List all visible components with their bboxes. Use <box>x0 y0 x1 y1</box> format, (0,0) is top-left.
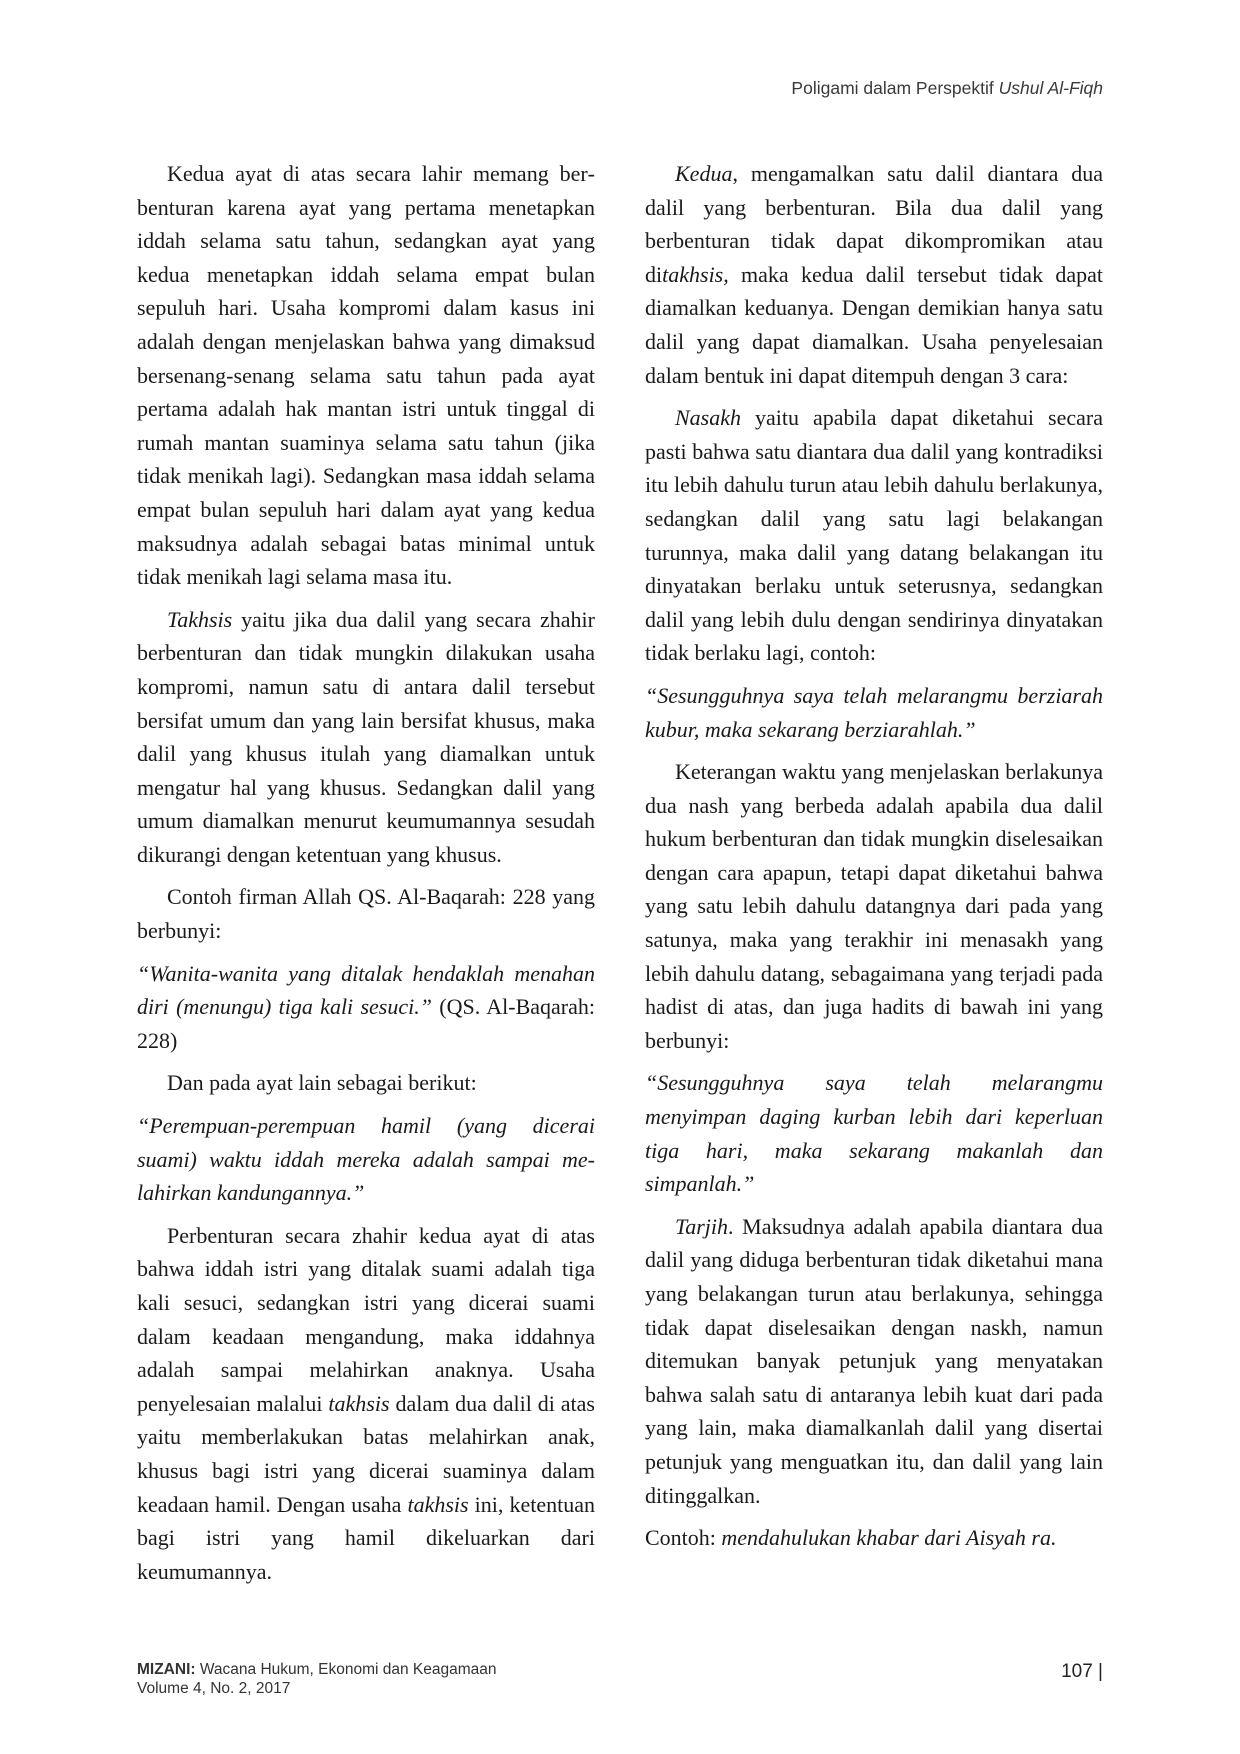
block-quote: “Sesungguhnya saya telah melarangmu berziarah kubur, maka sekarang berziarahlah.” <box>645 682 1103 742</box>
journal-footer <box>137 1660 497 1698</box>
example-italic: mendahulukan khabar dari Aisyah ra. <box>721 1525 1057 1551</box>
term-tarjih: Tarjih <box>675 1213 729 1239</box>
paragraph: Kedua ayat di atas secara lahir memang berbenturan karena ayat yang pertama menetapkan iddah selama satu tahun, sedangkan ayat yang kedua menetapkan iddah selama empat bulan sepuluh hari. Usaha kompromi dalam kasus ini adalah dengan menjelaskan bahwa yang dimaksud bersenang-senang selama satu tahun pada ayat pertama adalah hak mantan istri untuk tinggal di rumah mantan suaminya selama satu tahun (jika tidak menikah lagi). Sedangkan masa iddah selama empat bulan sepuluh hari dalam ayat yang kedua maksudnya adalah sebagai batas minimal untuk tidak menikah lagi selama masa itu. <box>137 161 595 590</box>
running-header <box>791 78 1103 99</box>
paragraph: Takhsis yaitu jika dua dalil yang secara zhahir berbenturan dan tidak mungkin dilakukan usaha kompromi, namun satu di antara dalil tersebut bersifat umum dan yang lain bersifat khusus, maka dalil yang khusus itulah yang diamalkan untuk mengatur hal yang khusus. Sedangkan dalil yang umum diamalkan menurut keumumannya sesudah dikurangi dengan ketentuan yang khusus. <box>137 606 595 867</box>
term-takhsis: takhsis <box>328 1390 390 1416</box>
term-kedua: Kedua <box>675 161 733 186</box>
paragraph: Dan pada ayat lain sebagai berikut: <box>167 1070 477 1096</box>
running-title-roman: Poligami dalam Perspektif <box>791 78 994 98</box>
paragraph: Contoh: mendahulukan khabar dari Aisyah ra. <box>645 1525 1057 1551</box>
paragraph: Keterangan waktu yang menjelaskan berlakunya dua nash yang berbeda adalah apabila dua dalil hukum berbenturan dan tidak mungkin diselesaikan dengan cara apapun, tetapi dapat diketahui bahwa yang satu lebih dahulu datangnya dari pada yang satunya, maka yang terakhir ini menasakh yang lebih dahulu datang, sebagaimana yang terjadi pada hadist di atas, dan juga hadits di bawah ini yang berbunyi: <box>645 759 1103 1053</box>
term-nasakh: Nasakh <box>675 405 741 431</box>
running-title-italic: Ushul Al-Fiqh <box>998 78 1103 98</box>
block-quote: “Perempuan-perempuan hamil (yang dicerai suami) waktu iddah mereka adalah sampai melahirkan kandungannya.” <box>137 1113 595 1206</box>
quote-reference: (QS. Al-Baqarah: 228) <box>137 994 595 1053</box>
term-takhsis: takhsis <box>407 1491 469 1517</box>
journal-volume: Volume 4, No. 2, 2017 <box>137 1680 291 1697</box>
journal-brand: MIZANI: <box>137 1661 196 1678</box>
paragraph: Nasakh yaitu apabila dapat diketahui secara pasti bahwa satu diantara dua dalil yang kontradiksi itu lebih dahulu turun atau lebih dahulu berlakunya, sedangkan dalil yang satu lagi belakangan turunnya, maka dalil yang datang belakangan itu dinyatakan berlaku untuk seterusnya, sedangkan dalil yang lebih dulu dengan sendirinya dinyatakan tidak berlaku lagi, contoh: <box>645 405 1103 666</box>
page-number: 107 | <box>1061 1661 1103 1682</box>
paragraph: Contoh firman Allah QS. Al-Baqarah: 228 yang berbunyi: <box>137 884 595 944</box>
journal-title <box>137 1660 497 1679</box>
term-takhsis: takhsis, <box>662 261 729 287</box>
right-column <box>645 157 1103 1564</box>
block-quote: “Wanita-wanita yang ditalak hendaklah menahan diri (menungu) tiga kali sesuci.” (QS. Al-Baqarah: 228) <box>137 960 595 1053</box>
paragraph: Perbenturan secara zhahir kedua ayat di atas bahwa iddah istri yang ditalak suami adalah tiga kali sesuci, sedangkan istri yang dicerai suami dalam keadaan mengandung, maka iddahnya adalah sampai melahirkan anaknya. Usaha penyelesaian malalui takhsis dalam dua dalil di atas yaitu memberlakukan batas melahirkan anak, khusus bagi istri yang dicerai suaminya dalam keadaan hamil. Dengan usaha takhsis ini, ketentuan bagi istri yang hamil dikeluarkan dari keumumannya. <box>137 1222 596 1584</box>
journal-subtitle: Wacana Hukum, Ekonomi dan Keagamaan <box>195 1661 497 1678</box>
paragraph: Tarjih. Maksudnya adalah apabila diantara dua dalil yang diduga berbenturan tidak diketahui mana yang belakangan turun atau berlakunya, sehingga tidak dapat diselesaikan dengan naskh, namun ditemukan banyak petunjuk yang menyatakan bahwa salah satu di antaranya lebih kuat dari pada yang lain, maka diamalkanlah dalil yang disertai petunjuk yang menguatkan itu, dan dalil yang lain ditinggalkan. <box>645 1213 1103 1508</box>
block-quote: “Sesungguhnya saya telah melarangmu menyimpan daging kurban lebih dari keperluan tiga hari, maka sekarang makanlah dan simpanlah.” <box>645 1070 1103 1197</box>
left-column <box>137 157 595 1597</box>
term-takhsis: Takhsis <box>167 606 233 632</box>
paragraph: Kedua, mengamalkan satu dalil diantara dua dalil yang berbenturan. Bila dua dalil yang berbenturan tidak dapat dikompromikan atau ditakhsis, maka kedua dalil tersebut tidak dapat diamalkan keduanya. Dengan demikian hanya satu dalil yang dapat diamalkan. Usaha penyelesaian dalam bentuk ini dapat ditempuh dengan 3 cara: <box>645 161 1103 388</box>
